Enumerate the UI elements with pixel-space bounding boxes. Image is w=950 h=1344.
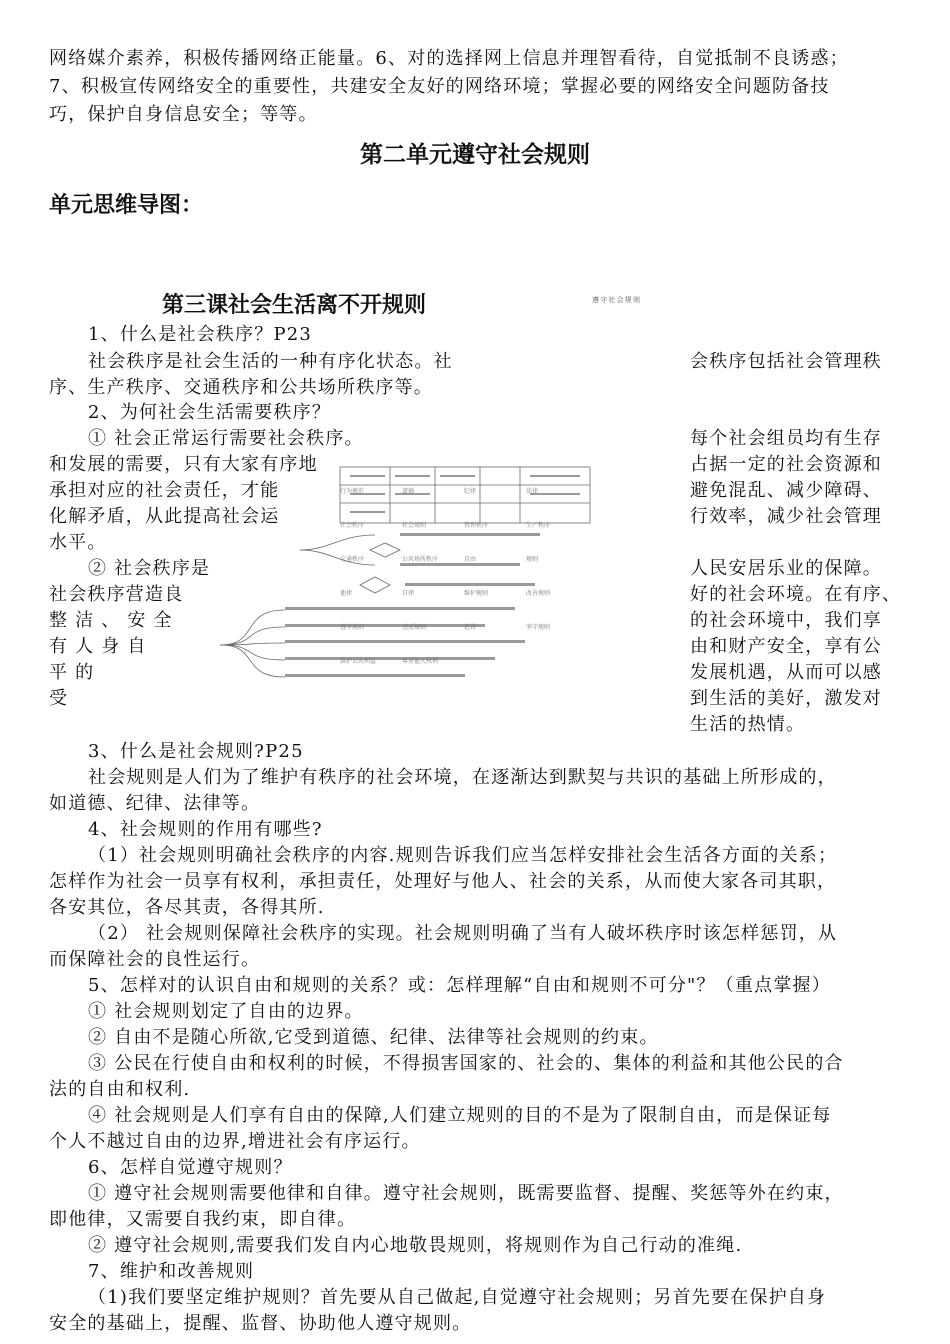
mindmap-node: 坚守规则 <box>526 624 551 631</box>
q2-p2-left-3: 整 洁 、 安 全 <box>49 610 173 631</box>
mindmap-node: 公共场所秩序 <box>402 556 439 563</box>
mindmap-node: 行为规范 <box>340 488 365 495</box>
q2-p2-left-6: 受 <box>49 688 69 709</box>
q3-answer-2: 如道德、纪律、法律等。 <box>49 793 261 814</box>
q6-item-1-line-1: ① 遵守社会规则需要他律和自律。遵守社会规则，既需要监督、提醒、奖惩等外在约束， <box>88 1183 844 1204</box>
mindmap-branch <box>220 645 285 660</box>
unit-title: 第二单元遵守社会规则 <box>360 142 590 168</box>
q2-p2-left-4: 有 人 身 自 <box>49 636 147 657</box>
mindmap-node: 法律 <box>526 488 539 495</box>
q2-p1-left-3: 承担对应的社会责任，才能 <box>49 480 280 501</box>
q5-item-3-line-1: ③ 公民在行使自由和权利的时候，不得损害国家的、社会的、集体的利益和其他公民的合 <box>88 1053 844 1074</box>
mindmap-diamond <box>370 543 400 557</box>
q2-p2-right-1: 人民安居乐业的保障。 <box>690 558 882 579</box>
q2-p2-left-5: 平 的 <box>49 662 95 683</box>
mindmap-node: 违反规则 <box>402 624 427 631</box>
lesson-title: 第三课社会生活离不开规则 <box>162 293 427 318</box>
mindmap-node: 遵守规则 <box>340 624 365 631</box>
q5-item-4-line-2: 个人不越过自由的边界,增进社会有序运行。 <box>49 1131 421 1152</box>
q7-item-1-line-2: 安全的基础上，提醒、监督、协助他人遵守规则。 <box>49 1313 472 1334</box>
q4-title: 4、社会规则的作用有哪些? <box>88 819 323 840</box>
mindmap-node: 规则 <box>526 556 539 563</box>
mindmap-node: 道德 <box>402 488 415 495</box>
q4-p1-line-1: （1）社会规则明确社会秩序的内容.规则告诉我们应当怎样安排社会生活各方面的关系； <box>88 845 838 866</box>
q2-p2-right-6: 到生活的美好，激发对 <box>690 688 882 709</box>
q2-p1-left-1: ① 社会正常运行需要社会秩序。 <box>88 428 364 449</box>
mindmap-node: 自律 <box>402 590 415 597</box>
mindmap-node: 社会秩序 <box>340 522 365 529</box>
mindmap-node: 管理秩序 <box>464 522 489 529</box>
mindmap-branch <box>300 535 375 550</box>
mindmap-caption: 遵守社会规则 <box>592 296 642 304</box>
intro-line-2: 7、积极宣传网络安全的重要性，共建安全友好的网络环境；掌握必要的网络安全问题防备技 <box>49 76 830 97</box>
mindmap-node: 纪律 <box>464 488 477 495</box>
q4-p2-line-1: （2） 社会规则保障社会秩序的实现。社会规则明确了当有人破坏秩序时该怎样惩罚，从 <box>88 923 838 944</box>
q2-p1-right-4: 行效率，减少社会管理 <box>690 506 882 527</box>
q2-p2-right-5: 发展机遇，从而可以感 <box>690 662 882 683</box>
q2-p2-left-1: ② 社会秩序是 <box>88 558 211 579</box>
mindmap-node: 尊重他人权利 <box>402 658 439 665</box>
mindmap-branch <box>220 645 285 677</box>
mindmap-node: 交通秩序 <box>340 556 365 563</box>
q2-p1-right-1: 每个社会组员均有生存 <box>690 428 882 449</box>
q2-p2-right-7: 生活的热情。 <box>690 714 806 735</box>
q5-item-2: ② 自由不是随心所欲,它受到道德、纪律、法律等社会规则的约束。 <box>88 1027 659 1048</box>
q4-p1-line-2: 怎样作为社会一员享有权利，承担责任，处理好与他人、社会的关系，从而使大家各司其职， <box>49 871 837 892</box>
q1-answer-left: 社会秩序是社会生活的一种有序化状态。社 <box>88 351 453 372</box>
intro-line-3: 巧，保护自身信息安全；等等。 <box>49 104 318 125</box>
q4-p1-line-3: 各安其位，各尽其责，各得其所. <box>49 897 325 918</box>
q2-p2-left-2: 社会秩序营造良 <box>49 584 184 605</box>
mindmap-node: 生产秩序 <box>526 522 551 529</box>
mindmap-node: 他律 <box>340 590 353 597</box>
q1-answer-right: 会秩序包括社会管理秩 <box>690 351 882 372</box>
q5-title: 5、怎样对的认识自由和规则的关系？或：怎样理解“自由和规则不可分"？（重点掌握） <box>88 975 831 996</box>
mindmap-node: 维护公共利益 <box>340 658 377 665</box>
q3-title: 3、什么是社会规则?P25 <box>88 741 304 762</box>
mindmap-node: 改善规则 <box>526 590 551 597</box>
q2-p1-left-2: 和发展的需要，只有大家有序地 <box>49 454 318 475</box>
q2-title: 2、为何社会生活需要秩序？ <box>88 402 332 423</box>
q7-item-1-line-1: （1)我们要坚定维护规则？首先要从自己做起,自觉遵守社会规则；另首先要在保护自身 <box>88 1287 827 1308</box>
q6-title: 6、怎样自觉遵守规则？ <box>88 1157 293 1178</box>
mindmap-node: 惩罚 <box>464 624 477 631</box>
q7-title: 7、维护和改善规则 <box>88 1261 255 1282</box>
mindmap-branch <box>220 627 285 645</box>
q4-p2-line-2: 而保障社会的良性运行。 <box>49 949 261 970</box>
mindmap-node: 维护规则 <box>464 590 489 597</box>
q2-p1-right-2: 占据一定的社会资源和 <box>690 454 882 475</box>
mindmap-diamond <box>360 577 390 593</box>
mindmap-heading: 单元思维导图： <box>49 193 204 218</box>
q2-p1-right-3: 避免混乱、减少障碍、 <box>690 480 882 501</box>
intro-line-1: 网络媒介素养，积极传播网络正能量。6、对的选择网上信息并理智看待，自觉抵制不良诱惑； <box>49 48 849 69</box>
q2-p2-right-4: 由和财产安全，享有公 <box>690 636 882 657</box>
mindmap-node: 社会规则 <box>402 522 427 529</box>
q2-p1-left-4: 化解矛盾，从此提高社会运 <box>49 506 280 527</box>
q6-item-2: ② 遵守社会规则,需要我们发自内心地敬畏规则，将规则作为自己行动的准绳. <box>88 1235 743 1256</box>
q2-p1-left-5: 水平。 <box>49 532 107 553</box>
q1-answer-cont: 序、生产秩序、交通秩序和公共场所秩序等。 <box>49 377 433 398</box>
q2-p2-right-3: 的社会环境中，我们享 <box>690 610 882 631</box>
q2-p2-right-2: 好的社会环境。在有序、 <box>690 584 902 605</box>
q3-answer-1: 社会规则是人们为了维护有秩序的社会环境，在逐渐达到默契与共识的基础上所形成的， <box>88 767 837 788</box>
mindmap-node: 自由 <box>464 556 477 563</box>
q5-item-4-line-1: ④ 社会规则是人们享有自由的保障,人们建立规则的目的不是为了限制自由，而是保证每 <box>88 1105 832 1126</box>
q6-item-1-line-2: 即他律，又需要自我约束，即自律。 <box>49 1209 357 1230</box>
q5-item-3-line-2: 法的自由和权利. <box>49 1079 191 1100</box>
q5-item-1: ① 社会规则划定了自由的边界。 <box>88 1001 364 1022</box>
q1-title: 1、什么是社会秩序？P23 <box>88 324 313 345</box>
